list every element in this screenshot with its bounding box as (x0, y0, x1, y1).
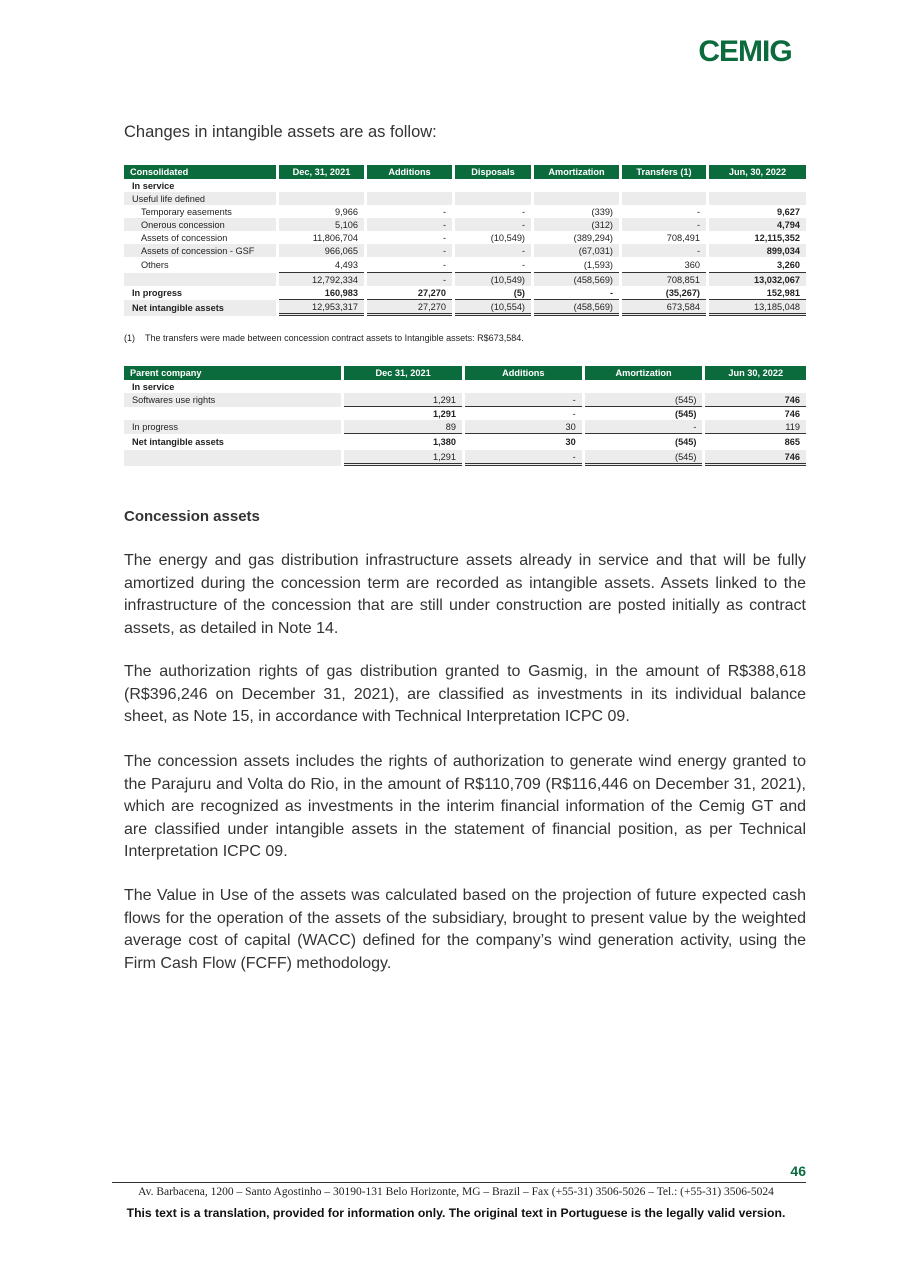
paragraph: The Value in Use of the assets was calculated based on the projection of future expected cash flows for the operation of the assets of the subsidiary, brought to present value by the weighted average cost of capital (WACC) defined for the company’s wind generation activity, using the Firm Cash Flow (FCFF) methodology. (124, 887, 806, 972)
col-header: Parent company (124, 366, 341, 380)
table-row: Useful life defined (124, 192, 806, 205)
cemig-logo (684, 33, 806, 67)
intro-text: Changes in intangible assets are as follow: (124, 123, 437, 141)
table-row: Net intangible assets 12,953,317 27,270 (10,554) (458,569) 673,584 13,185,048 (124, 300, 806, 316)
col-header: Jun, 30, 2022 (709, 165, 806, 179)
parent-company-table (121, 366, 809, 466)
paragraph: The energy and gas distribution infrastructure assets already in service and that will be fully amortized during the concession term are recorded as intangible assets. Assets linked to the infrastructure of the concession that are still under construction are posted initially as contract assets, as detailed in Note 14. (124, 552, 806, 637)
col-header: Consolidated (124, 165, 276, 179)
col-header: Transfers (1) (622, 165, 706, 179)
col-header: Additions (465, 366, 582, 380)
col-header: Jun 30, 2022 (705, 366, 806, 380)
section-title: Concession assets (124, 508, 260, 525)
table-row: 1,291 - (545) 746 (432, 408, 800, 419)
footer-address: Av. Barbacena, 1200 – Santo Agostinho – 30190-131 Belo Horizonte, MG – Brazil – Fax (+55-31) 3506-5026 – Tel.: (+55-31) 3506-5024 (138, 1186, 774, 1198)
consolidated-table (121, 165, 809, 316)
table-row: Assets of concession - GSF 966,065 - - (67,031) - 899,034 (124, 244, 806, 257)
footer-disclaimer: This text is a translation, provided for information only. The original text in Portuguese is the legally valid version. (126, 1206, 786, 1220)
svg-text:CEMIG: CEMIG (698, 35, 792, 67)
table-row: In service (132, 180, 175, 191)
col-header: Amortization (534, 165, 619, 179)
table-header (124, 165, 806, 179)
table-row: Softwares use rights 1,291 - (545) 746 (124, 393, 806, 407)
table-row: Assets of concession 11,806,704 - (10,549) (389,294) 708,491 12,115,352 (141, 232, 800, 243)
table-row: In service (132, 381, 175, 392)
footnote: (1) The transfers were made between concession contract assets to Intangible assets: R$673,584. (124, 333, 524, 343)
col-header: Amortization (585, 366, 703, 380)
col-header: Additions (367, 165, 452, 179)
table-row: Onerous concession 5,106 - - (312) - 4,794 (124, 218, 806, 231)
footer-divider (112, 1182, 806, 1183)
paragraph: The authorization rights of gas distribution granted to Gasmig, in the amount of R$388,618 (R$396,246 on December 31, 2021), are classified as investments in its individual balance sheet, as Note 15, in accordance with Technical Interpretation ICPC 09. (124, 663, 806, 726)
col-header: Disposals (455, 165, 531, 179)
table-row: In progress 160,983 27,270 (5) - (35,267) 152,981 (124, 286, 806, 300)
table-row: 1,291 - (545) 746 (124, 450, 806, 466)
paragraph: The concession assets includes the rights of authorization to generate wind energy granted to the Parajuru and Volta do Rio, in the amount of R$110,709 (R$116,446 on December 31, 2021), which are recognized as investments in the interim financial information of the Cemig GT and are classified under intangible assets in the statement of financial position, as per Technical Interpretation ICPC 09. (124, 753, 806, 861)
col-header: Dec 31, 2021 (344, 366, 462, 380)
table-header (124, 366, 806, 380)
table-row: In progress 89 30 - 119 (124, 420, 806, 434)
table-row: Net intangible assets 1,380 30 (545) 865 (132, 437, 800, 447)
col-header: Dec, 31, 2021 (279, 165, 364, 179)
table-row: Temporary easements 9,966 - - (339) - 9,627 (141, 206, 800, 217)
table-row: Others 4,493 - - (1,593) 360 3,260 (124, 257, 806, 273)
table-row: 12,792,334 - (10,549) (458,569) 708,851 13,032,067 (124, 273, 806, 286)
page-number: 46 (790, 1163, 806, 1179)
